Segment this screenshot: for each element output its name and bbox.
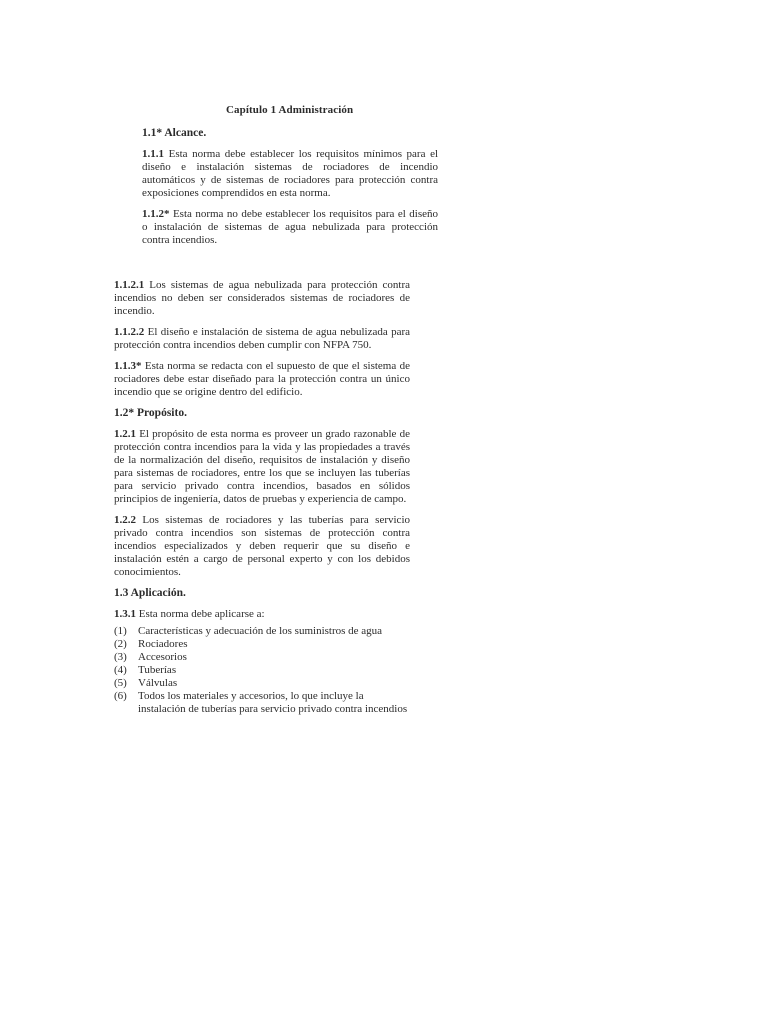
chapter-title: Capítulo 1 Administración — [226, 104, 354, 116]
paragraph-number: 1.3.1 — [114, 608, 136, 620]
list-item-text: Válvulas — [138, 677, 178, 689]
list-item-text: Todos los materiales y accesorios, lo que incluye la instalación de tuberías para servicio privado contra incendios — [138, 690, 408, 715]
section-heading-application: 1.3 Aplicación. — [114, 587, 186, 599]
paragraph-1-1-2-2 — [114, 326, 410, 352]
paragraph-1-2-1 — [114, 428, 410, 506]
list-item-text: Tuberías — [138, 664, 177, 676]
paragraph-text: Esta norma debe establecer los requisitos mínimos para el diseño e instalación sistemas de rociadores de incendio automáticos y de sistemas de rociadores para protección contra exposiciones comprendidos en esta norma. — [142, 148, 439, 199]
paragraph-text: Esta norma debe aplicarse a: — [138, 608, 265, 620]
paragraph-number: 1.1.1 — [142, 148, 164, 160]
paragraph-1-1-3 — [114, 360, 410, 399]
paragraph-text: Los sistemas de agua nebulizada para protección contra incendios no deben ser considerados sistemas de rociadores de incendio. — [114, 279, 410, 317]
paragraph-number: 1.1.2.1 — [114, 279, 145, 291]
list-item-text: Accesorios — [138, 651, 187, 663]
section-scope-column — [142, 127, 438, 255]
paragraph-number: 1.1.2* — [142, 208, 170, 220]
list-marker: (6) — [114, 690, 127, 702]
paragraph-1-3-1 — [114, 608, 410, 621]
paragraph-1-1-1 — [142, 148, 438, 200]
paragraph-number: 1.2.2 — [114, 514, 136, 526]
paragraph-text: El diseño e instalación de sistema de agua nebulizada para protección contra incendios deben cumplir con NFPA 750. — [114, 326, 411, 351]
section-heading-purpose: 1.2* Propósito. — [114, 407, 187, 419]
section-heading-scope: 1.1* Alcance. — [142, 127, 207, 139]
paragraph-number: 1.1.2.2 — [114, 326, 145, 338]
list-item — [114, 664, 410, 677]
list-marker: (4) — [114, 664, 127, 676]
list-marker: (5) — [114, 677, 127, 689]
list-item — [114, 625, 410, 638]
paragraph-1-1-2 — [142, 208, 438, 247]
paragraph-text: Esta norma no debe establecer los requisitos para el diseño o instalación de sistemas de agua nebulizada para protección contra incendios. — [142, 208, 438, 246]
paragraph-text: Los sistemas de rociadores y las tuberías para servicio privado contra incendios son sistemas de protección contra incendios especializados y deben requerir que su diseño e instalación estén a cargo de personal experto y con los debidos conocimientos. — [114, 514, 410, 578]
paragraph-number: 1.2.1 — [114, 428, 136, 440]
paragraph-number: 1.1.3* — [114, 360, 142, 372]
main-column — [114, 279, 410, 716]
list-item — [114, 690, 410, 716]
list-item — [114, 638, 410, 651]
list-item — [114, 677, 410, 690]
list-item-text: Rociadores — [138, 638, 188, 650]
paragraph-text: Esta norma se redacta con el supuesto de que el sistema de rociadores debe estar diseñado para la protección contra un único incendio que se origine dentro del edificio. — [114, 360, 410, 398]
application-list — [114, 625, 410, 716]
list-item-text: Características y adecuación de los suministros de agua — [138, 625, 383, 637]
list-marker: (1) — [114, 625, 127, 637]
list-marker: (3) — [114, 651, 127, 663]
paragraph-1-2-2 — [114, 514, 410, 579]
list-marker: (2) — [114, 638, 127, 650]
list-item — [114, 651, 410, 664]
paragraph-1-1-2-1 — [114, 279, 410, 318]
paragraph-text: El propósito de esta norma es proveer un grado razonable de protección contra incendios para la vida y las propiedades a través de la normalización del diseño, requisitos de instalación y diseño para sistemas de rociadores, entre los que se incluyen las tuberías para servicio privado contra incendios, basados en sólidos principios de ingeniería, datos de pruebas y experiencia de campo. — [114, 428, 410, 505]
